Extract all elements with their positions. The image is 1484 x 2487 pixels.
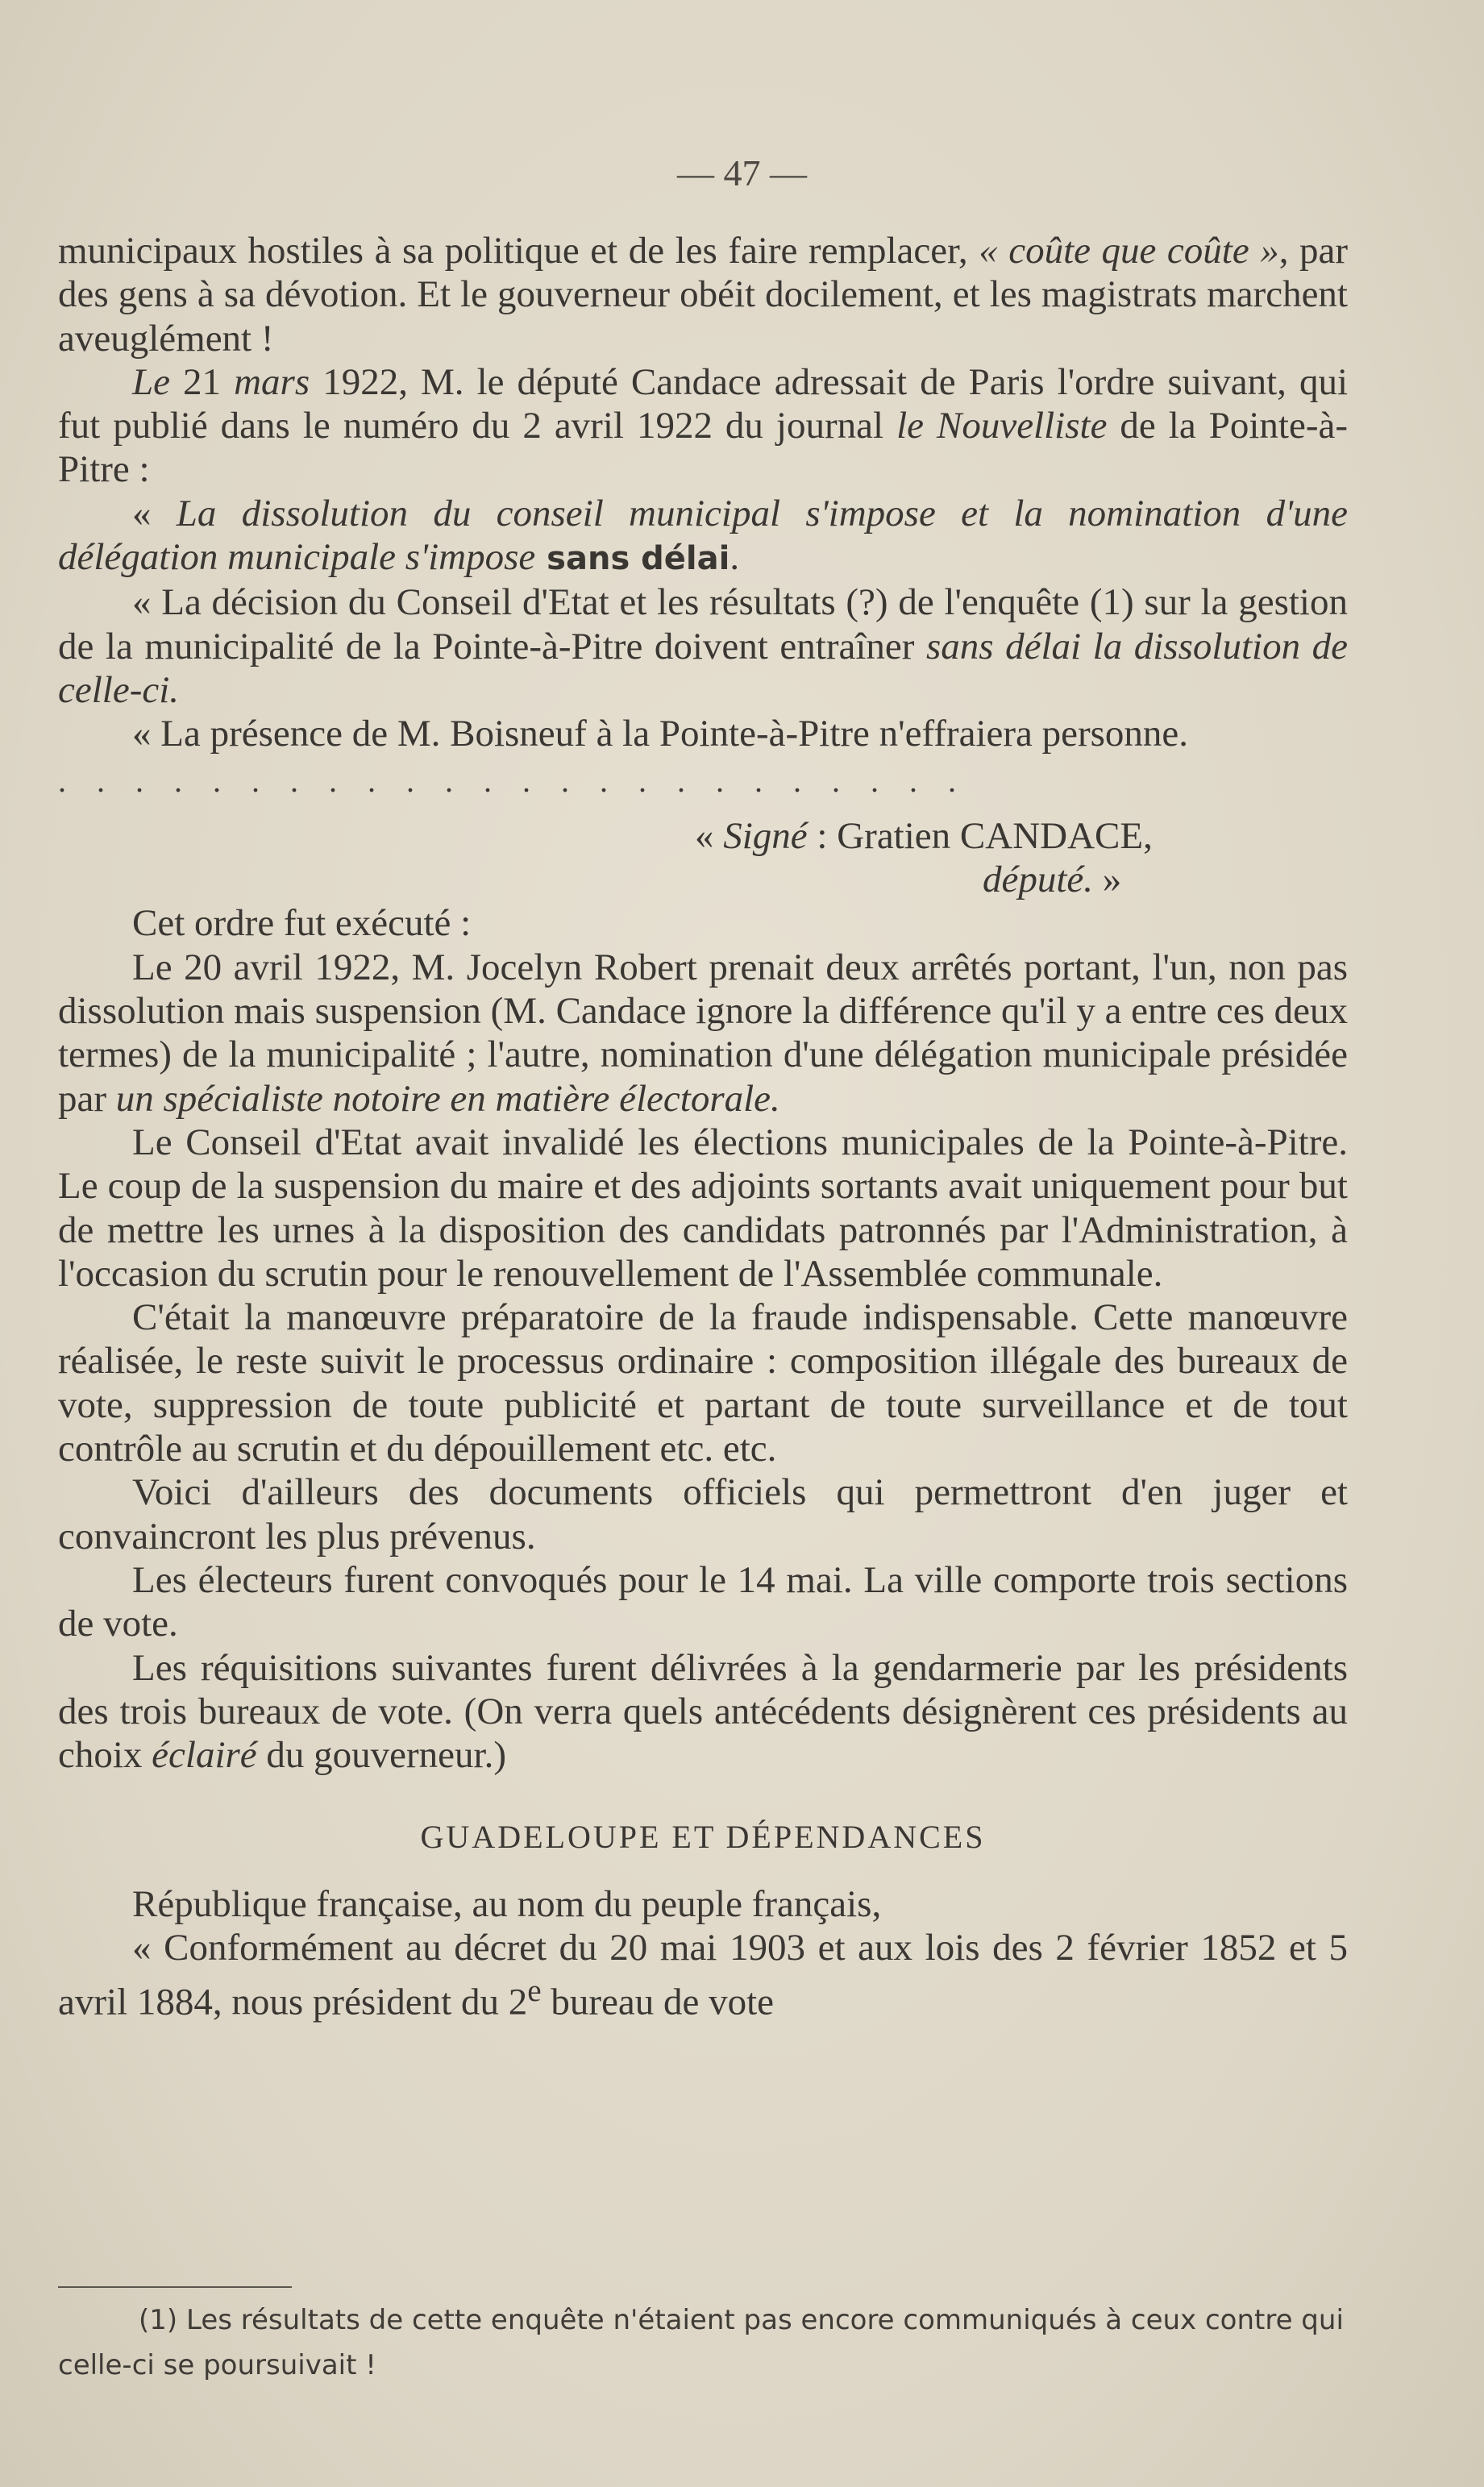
section-heading: GUADELOUPE ET DÉPENDANCES — [420, 1819, 986, 1856]
paragraph-4 — [58, 946, 1348, 1121]
text-run: 1922, M. le député Candace adressait de Paris l'ordre suivant, qui fut publié dans le numéro du 2 avril 1922 du journal — [58, 360, 1349, 447]
italic-run: mars — [234, 360, 310, 403]
paragraph-3: Cet ordre fut exécuté : — [132, 902, 472, 945]
italic-run: le Nouvelliste — [896, 405, 1108, 447]
text-run: Le 20 avril 1922, M. Jocelyn Robert prenait deux arrêtés portant, l'un, non pas dissolution mais suspension (M. Candace ignore la différence qu'il y a entre ces deux termes) de la municipalité ; l'autre, nomination d'une délégation municipale présidée par — [58, 946, 1348, 1120]
signature-line — [58, 814, 1348, 858]
text-run: . — [730, 536, 740, 579]
main-text — [58, 229, 1348, 2024]
text-run: « — [695, 814, 724, 857]
paragraph-5: Le Conseil d'Etat avait invalidé les élections municipales de la Pointe-à-Pitre. Le coup de la suspension du maire et des adjoints sortants avait uniquement pour but de mettre les urnes à la disposition des candidats patronnés par l'Administration, à l'occasion du scrutin pour le renouvellement de l'Assemblée communale. — [58, 1121, 1348, 1295]
italic-run: « coûte que coûte » — [979, 230, 1279, 272]
signature-title — [58, 858, 1348, 901]
text-run: , par des gens à sa dévotion. Et le gouverneur obéit docilement, et les magistrats marchent aveuglément ! — [58, 230, 1349, 360]
italic-run: sans délai la dissolution de celle-ci. — [58, 625, 1348, 711]
text-run: « Conformément au décret du 20 mai 1903 et aux lois des 2 février 1852 et 5 avril 1884, nous président du 2 — [58, 1926, 1348, 2023]
text-run: » — [1093, 859, 1122, 901]
paragraph-1 — [58, 229, 1348, 360]
footnote-text: (1) Les résultats de cette enquête n'étaient pas encore communiqués à ceux contre qui celle-ci se poursuivait ! — [58, 2304, 1344, 2381]
paragraph-9 — [58, 1646, 1348, 1778]
text-run: « La décision du Conseil d'Etat et les résultats (?) de l'enquête (1) sur la gestion de la municipalité de la Pointe-à-Pitre doivent entraîner — [58, 581, 1348, 667]
superscript: e — [527, 1973, 542, 2009]
quote-2 — [58, 580, 1348, 712]
italic-run: éclairé — [152, 1734, 257, 1777]
text-run: Les réquisitions suivantes furent délivrées à la gendarmerie par les présidents des trois bureaux de vote. (On verra quels antécédents désignèrent ces présidents au choix — [58, 1646, 1348, 1777]
text-run: de la Pointe-à-Pitre : — [58, 405, 1348, 491]
italic-run: Signé — [723, 814, 808, 857]
footnote — [58, 2298, 1348, 2388]
paragraph-10: République française, au nom du peuple français, — [132, 1882, 882, 1925]
text-run: bureau de vote — [541, 1981, 774, 2023]
text-run: municipaux hostiles à sa politique et de les faire remplacer, — [58, 230, 979, 272]
text-run: « — [132, 492, 177, 534]
text-run: du gouverneur.) — [256, 1734, 507, 1777]
paragraph-6: C'était la manœuvre préparatoire de la fraude indispensable. Cette manœuvre réalisée, le reste suivit le processus ordinaire : composition illégale des bureaux de vote, suppression de toute publicité et partant de toute surveillance et de tout contrôle au scrutin et du dépouillement etc. etc. — [58, 1296, 1348, 1470]
page-number: — 47 — — [677, 152, 807, 193]
quote-3: « La présence de M. Boisneuf à la Pointe-à-Pitre n'effraiera personne. — [132, 713, 1189, 755]
paragraph-8: Les électeurs furent convoqués pour le 14 mai. La ville comporte trois sections de vote. — [58, 1558, 1348, 1645]
text-run: 21 — [170, 360, 235, 403]
italic-run: La dissolution du conseil municipal s'impose et la nomination d'une délégation municipale s'impose — [58, 492, 1348, 579]
paragraph-2 — [58, 360, 1348, 492]
paragraph-7: Voici d'ailleurs des documents officiels qui permettront d'en juger et convaincront les plus prévenus. — [58, 1471, 1348, 1557]
italic-run: Le — [132, 360, 170, 403]
italic-run: un spécialiste notoire en matière électorale. — [115, 1077, 780, 1120]
paragraph-11 — [58, 1926, 1348, 2024]
footnote-rule — [58, 2286, 292, 2288]
quote-1 — [58, 492, 1348, 581]
italic-run: député. — [983, 859, 1094, 901]
bold-run: sans délai — [535, 540, 730, 578]
text-run: : Gratien CANDACE, — [807, 814, 1153, 857]
ellipsis-row: ........................ — [58, 762, 987, 799]
